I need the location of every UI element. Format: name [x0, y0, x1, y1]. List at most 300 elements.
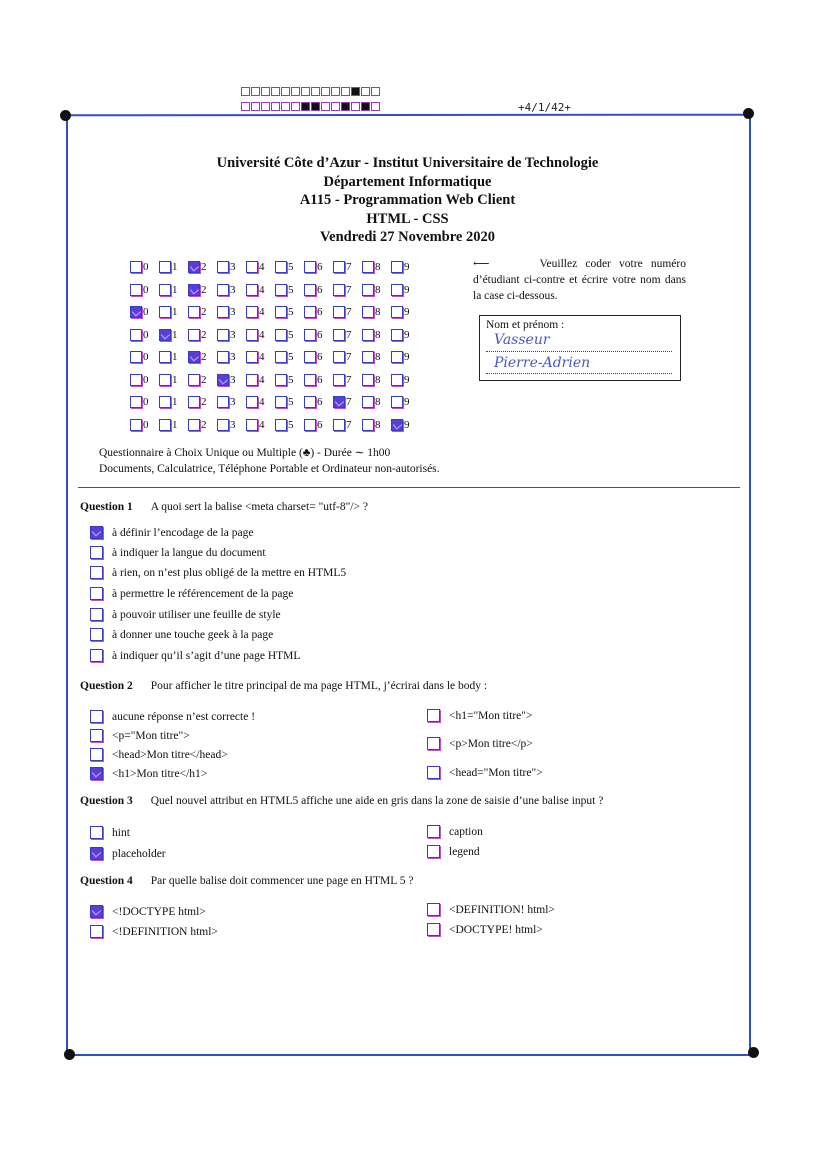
digit-checkbox[interactable]	[362, 329, 374, 341]
digit-label: 3	[230, 261, 236, 274]
digit-checkbox[interactable]	[217, 396, 229, 408]
q4-answer[interactable]	[90, 905, 206, 918]
digit-checkbox[interactable]	[159, 396, 171, 408]
digit-checkbox[interactable]	[130, 374, 142, 386]
university-title: Université Côte d’Azur - Institut Universitaire de Technologie	[216, 155, 599, 171]
checkbox[interactable]	[90, 649, 103, 662]
student-id-digit[interactable]	[130, 329, 159, 341]
checkbox[interactable]	[90, 748, 103, 761]
digit-checkbox[interactable]	[304, 284, 316, 296]
checkbox[interactable]	[90, 526, 103, 539]
digit-label: 1	[172, 418, 178, 431]
student-id-digit[interactable]	[391, 261, 420, 273]
answer-label: à indiquer qu’il s’agit d’une page HTML	[112, 649, 301, 662]
digit-label: 0	[143, 373, 149, 386]
digit-label: 3	[230, 328, 236, 341]
student-id-digit[interactable]	[159, 284, 188, 296]
student-id-digit[interactable]	[362, 284, 391, 296]
student-id-digit[interactable]	[304, 351, 333, 363]
corner-mark-bottom-left	[64, 1049, 75, 1060]
digit-label: 8	[375, 373, 381, 386]
q1-answer[interactable]	[90, 566, 346, 579]
exam-header	[160, 154, 655, 247]
digit-checkbox[interactable]	[217, 306, 229, 318]
digit-checkbox[interactable]	[246, 374, 258, 386]
answer-label: legend	[449, 845, 480, 858]
digit-label: 4	[259, 283, 265, 296]
digit-label: 4	[259, 328, 265, 341]
student-id-digit[interactable]	[391, 284, 420, 296]
digit-label: 0	[143, 283, 149, 296]
digit-checkbox[interactable]	[188, 329, 200, 341]
digit-label: 7	[346, 418, 352, 431]
student-id-digit[interactable]	[333, 351, 362, 363]
digit-checkbox[interactable]	[333, 306, 345, 318]
digit-checkbox[interactable]	[391, 396, 403, 408]
digit-checkbox[interactable]	[333, 329, 345, 341]
digit-checkbox[interactable]	[275, 374, 287, 386]
digit-label: 5	[288, 351, 294, 364]
digit-label: 5	[288, 283, 294, 296]
student-id-digit[interactable]	[362, 329, 391, 341]
digit-checkbox[interactable]	[362, 419, 374, 431]
student-id-digit[interactable]	[362, 261, 391, 273]
student-id-digit[interactable]	[188, 396, 217, 408]
digit-checkbox[interactable]	[304, 329, 316, 341]
digit-checkbox[interactable]	[362, 261, 374, 273]
student-id-digit[interactable]	[391, 419, 420, 431]
digit-checkbox[interactable]	[130, 419, 142, 431]
digit-label: 2	[201, 328, 207, 341]
digit-checkbox[interactable]	[159, 374, 171, 386]
digit-label: 7	[346, 306, 352, 319]
digit-label: 1	[172, 396, 178, 409]
digit-checkbox[interactable]	[362, 306, 374, 318]
student-id-digit[interactable]	[304, 374, 333, 386]
digit-checkbox[interactable]	[188, 419, 200, 431]
digit-checkbox[interactable]	[391, 261, 403, 273]
q4-answer[interactable]	[427, 923, 543, 936]
digit-checkbox[interactable]	[304, 396, 316, 408]
checkbox[interactable]	[90, 826, 103, 839]
digit-checkbox[interactable]	[159, 419, 171, 431]
digit-label: 6	[317, 261, 323, 274]
student-id-digit[interactable]	[246, 396, 275, 408]
separator	[78, 487, 740, 488]
student-id-digit[interactable]	[391, 374, 420, 386]
checkbox[interactable]	[90, 905, 103, 918]
q4-answer[interactable]	[427, 903, 555, 916]
q1-answer[interactable]	[90, 526, 253, 539]
frame-left	[66, 116, 68, 1056]
student-id-row	[130, 279, 420, 302]
student-id-digit[interactable]	[275, 306, 304, 318]
digit-checkbox[interactable]	[217, 374, 229, 386]
checkbox[interactable]	[90, 925, 103, 938]
student-id-digit[interactable]	[275, 284, 304, 296]
question-2-heading	[80, 680, 487, 692]
handwritten-last-name: Vasseur	[494, 332, 550, 348]
digit-label: 6	[317, 418, 323, 431]
digit-label: 4	[259, 261, 265, 274]
digit-checkbox[interactable]	[130, 306, 142, 318]
digit-checkbox[interactable]	[130, 261, 142, 273]
student-id-digit[interactable]	[391, 329, 420, 341]
question-text: A quoi sert la balise <meta charset= "utf-8"/> ?	[150, 501, 368, 513]
digit-label: 3	[230, 351, 236, 364]
student-id-digit[interactable]	[391, 351, 420, 363]
digit-label: 6	[317, 283, 323, 296]
digit-label: 8	[375, 396, 381, 409]
digit-label: 8	[375, 328, 381, 341]
digit-checkbox[interactable]	[246, 329, 258, 341]
digit-label: 5	[288, 306, 294, 319]
student-id-row	[130, 369, 420, 392]
answer-label: à indiquer la langue du document	[112, 546, 266, 559]
q4-answer[interactable]	[90, 925, 218, 938]
answer-label: hint	[112, 826, 130, 839]
student-id-digit[interactable]	[188, 374, 217, 386]
answer-label: à donner une touche geek à la page	[112, 628, 274, 641]
digit-label: 6	[317, 328, 323, 341]
student-id-digit[interactable]	[246, 284, 275, 296]
digit-checkbox[interactable]	[333, 374, 345, 386]
q2-answer[interactable]	[90, 729, 190, 742]
student-id-digit[interactable]	[130, 396, 159, 408]
digit-label: 2	[201, 373, 207, 386]
digit-checkbox[interactable]	[217, 329, 229, 341]
digit-label: 5	[288, 328, 294, 341]
digit-label: 4	[259, 373, 265, 386]
answer-label: à définir l’encodage de la page	[112, 526, 254, 539]
student-id-digit[interactable]	[333, 396, 362, 408]
checkbox[interactable]	[427, 737, 440, 750]
student-id-digit[interactable]	[391, 396, 420, 408]
digit-checkbox[interactable]	[188, 306, 200, 318]
answer-label: <p>Mon titre</p>	[449, 737, 533, 750]
digit-checkbox[interactable]	[304, 374, 316, 386]
digit-checkbox[interactable]	[391, 329, 403, 341]
digit-checkbox[interactable]	[246, 419, 258, 431]
digit-checkbox[interactable]	[188, 374, 200, 386]
student-id-digit[interactable]	[130, 351, 159, 363]
digit-checkbox[interactable]	[333, 419, 345, 431]
digit-checkbox[interactable]	[159, 306, 171, 318]
digit-checkbox[interactable]	[333, 261, 345, 273]
digit-checkbox[interactable]	[275, 284, 287, 296]
answer-label: <h1="Mon titre">	[449, 709, 533, 722]
digit-label: 8	[375, 418, 381, 431]
digit-label: 8	[375, 261, 381, 274]
document-code: +4/1/42+	[518, 101, 571, 114]
q1-answer[interactable]	[90, 649, 300, 662]
student-id-digit[interactable]	[246, 329, 275, 341]
digit-checkbox[interactable]	[217, 351, 229, 363]
q2-answer[interactable]	[427, 766, 543, 779]
rules-line-2: Documents, Calculatrice, Téléphone Portable et Ordinateur non-autorisés.	[99, 463, 440, 475]
student-id-digit[interactable]	[362, 306, 391, 318]
student-id-digit[interactable]	[159, 261, 188, 273]
checkbox[interactable]	[427, 766, 440, 779]
student-id-digit[interactable]	[333, 329, 362, 341]
digit-checkbox[interactable]	[362, 284, 374, 296]
q1-answer[interactable]	[90, 546, 266, 559]
digit-checkbox[interactable]	[391, 374, 403, 386]
digit-checkbox[interactable]	[391, 351, 403, 363]
student-id-digit[interactable]	[188, 351, 217, 363]
student-id-row	[130, 391, 420, 414]
digit-checkbox[interactable]	[188, 261, 200, 273]
digit-checkbox[interactable]	[246, 284, 258, 296]
checkbox[interactable]	[90, 628, 103, 641]
digit-checkbox[interactable]	[275, 329, 287, 341]
q3-answer[interactable]	[90, 847, 166, 860]
rules-line-1: Questionnaire à Choix Unique ou Multiple (♣) - Durée ∼ 1h00	[99, 447, 391, 459]
student-id-digit[interactable]	[333, 261, 362, 273]
digit-label: 9	[404, 306, 410, 319]
digit-checkbox[interactable]	[159, 284, 171, 296]
student-id-digit[interactable]	[362, 351, 391, 363]
digit-checkbox[interactable]	[217, 419, 229, 431]
student-id-digit[interactable]	[304, 306, 333, 318]
question-3-heading	[80, 795, 603, 807]
student-id-digit[interactable]	[275, 351, 304, 363]
digit-checkbox[interactable]	[246, 306, 258, 318]
student-id-digit[interactable]	[304, 261, 333, 273]
answer-label: <!DOCTYPE html>	[112, 905, 206, 918]
student-id-digit[interactable]	[333, 284, 362, 296]
q2-answer[interactable]	[90, 710, 255, 723]
digit-label: 9	[404, 351, 410, 364]
digit-checkbox[interactable]	[188, 284, 200, 296]
question-text: Par quelle balise doit commencer une page en HTML 5 ?	[150, 875, 414, 887]
digit-checkbox[interactable]	[130, 284, 142, 296]
checkbox[interactable]	[90, 546, 103, 559]
handwritten-first-name: Pierre-Adrien	[494, 355, 591, 371]
student-id-digit[interactable]	[246, 374, 275, 386]
digit-checkbox[interactable]	[333, 351, 345, 363]
student-id-digit[interactable]	[246, 261, 275, 273]
checkbox[interactable]	[90, 608, 103, 621]
student-id-grid	[130, 256, 420, 436]
student-id-digit[interactable]	[130, 284, 159, 296]
student-id-digit[interactable]	[217, 396, 246, 408]
student-id-digit[interactable]	[217, 329, 246, 341]
digit-checkbox[interactable]	[159, 261, 171, 273]
digit-label: 1	[172, 351, 178, 364]
digit-checkbox[interactable]	[391, 419, 403, 431]
student-id-digit[interactable]	[188, 306, 217, 318]
checkbox[interactable]	[90, 847, 103, 860]
student-id-digit[interactable]	[159, 351, 188, 363]
digit-checkbox[interactable]	[217, 284, 229, 296]
student-id-digit[interactable]	[217, 261, 246, 273]
digit-checkbox[interactable]	[304, 306, 316, 318]
name-box-label: Nom et prénom :	[486, 319, 565, 331]
digit-checkbox[interactable]	[159, 351, 171, 363]
digit-checkbox[interactable]	[304, 419, 316, 431]
student-id-digit[interactable]	[275, 396, 304, 408]
digit-label: 9	[404, 396, 410, 409]
student-id-digit[interactable]	[333, 306, 362, 318]
student-id-digit[interactable]	[188, 261, 217, 273]
student-id-digit[interactable]	[275, 261, 304, 273]
checkbox[interactable]	[427, 903, 440, 916]
digit-label: 1	[172, 306, 178, 319]
student-id-digit[interactable]	[333, 419, 362, 431]
question-number: Question 2	[80, 680, 133, 692]
digit-checkbox[interactable]	[130, 329, 142, 341]
digit-label: 8	[375, 351, 381, 364]
answer-label: <head>Mon titre</head>	[112, 748, 228, 761]
digit-checkbox[interactable]	[362, 351, 374, 363]
checkbox[interactable]	[90, 566, 103, 579]
digit-checkbox[interactable]	[159, 329, 171, 341]
student-id-digit[interactable]	[304, 419, 333, 431]
corner-mark-bottom-right	[748, 1047, 759, 1058]
question-number: Question 1	[80, 501, 133, 513]
student-id-digit[interactable]	[362, 396, 391, 408]
digit-label: 4	[259, 418, 265, 431]
digit-checkbox[interactable]	[333, 284, 345, 296]
name-box[interactable]	[479, 315, 681, 381]
student-id-digit[interactable]	[217, 419, 246, 431]
q1-answer[interactable]	[90, 608, 281, 621]
question-text: Pour afficher le titre principal de ma page HTML, j’écrirai dans le body :	[150, 680, 488, 692]
digit-checkbox[interactable]	[333, 396, 345, 408]
digit-label: 0	[143, 396, 149, 409]
student-id-digit[interactable]	[188, 329, 217, 341]
student-id-digit[interactable]	[275, 329, 304, 341]
digit-label: 2	[201, 306, 207, 319]
student-id-digit[interactable]	[159, 329, 188, 341]
student-id-row	[130, 324, 420, 347]
student-id-digit[interactable]	[217, 306, 246, 318]
student-id-row	[130, 256, 420, 279]
question-number: Question 3	[80, 795, 133, 807]
student-id-digit[interactable]	[217, 284, 246, 296]
student-id-digit[interactable]	[159, 419, 188, 431]
digit-checkbox[interactable]	[275, 306, 287, 318]
q3-answer[interactable]	[427, 825, 483, 838]
student-id-digit[interactable]	[362, 374, 391, 386]
q3-answer[interactable]	[90, 826, 130, 839]
student-id-row	[130, 346, 420, 369]
student-id-digit[interactable]	[217, 374, 246, 386]
answer-label: <p="Mon titre">	[112, 729, 190, 742]
q2-answer[interactable]	[90, 748, 228, 761]
checkbox[interactable]	[427, 923, 440, 936]
frame-bottom	[70, 1054, 753, 1056]
student-id-digit[interactable]	[246, 419, 275, 431]
digit-label: 2	[201, 396, 207, 409]
digit-checkbox[interactable]	[275, 261, 287, 273]
student-id-digit[interactable]	[130, 306, 159, 318]
q2-answer[interactable]	[90, 767, 207, 780]
corner-mark-top-right	[743, 108, 754, 119]
corner-mark-top-left	[60, 110, 71, 121]
digit-checkbox[interactable]	[275, 419, 287, 431]
student-id-digit[interactable]	[188, 284, 217, 296]
digit-checkbox[interactable]	[391, 306, 403, 318]
student-id-digit[interactable]	[130, 261, 159, 273]
digit-label: 1	[172, 373, 178, 386]
digit-checkbox[interactable]	[304, 351, 316, 363]
digit-checkbox[interactable]	[130, 396, 142, 408]
checkbox[interactable]	[90, 587, 103, 600]
frame-top	[66, 114, 749, 116]
student-id-digit[interactable]	[246, 306, 275, 318]
department-title: Département Informatique	[323, 173, 492, 190]
digit-checkbox[interactable]	[246, 261, 258, 273]
digit-checkbox[interactable]	[130, 351, 142, 363]
digit-label: 9	[404, 328, 410, 341]
checkbox[interactable]	[90, 729, 103, 742]
frame-right	[749, 114, 751, 1054]
student-id-digit[interactable]	[304, 329, 333, 341]
answer-label: à rien, on n’est plus obligé de la mettre en HTML5	[112, 566, 347, 579]
digit-label: 4	[259, 396, 265, 409]
digit-checkbox[interactable]	[362, 396, 374, 408]
digit-checkbox[interactable]	[362, 374, 374, 386]
digit-checkbox[interactable]	[275, 396, 287, 408]
digit-checkbox[interactable]	[391, 284, 403, 296]
digit-label: 3	[230, 283, 236, 296]
student-id-digit[interactable]	[159, 374, 188, 386]
student-id-digit[interactable]	[159, 396, 188, 408]
digit-label: 0	[143, 306, 149, 319]
q1-answer[interactable]	[90, 628, 273, 641]
checkbox[interactable]	[90, 710, 103, 723]
student-id-digit[interactable]	[275, 374, 304, 386]
q1-answer[interactable]	[90, 587, 293, 600]
digit-checkbox[interactable]	[246, 396, 258, 408]
checkbox[interactable]	[427, 825, 440, 838]
student-id-digit[interactable]	[159, 306, 188, 318]
digit-checkbox[interactable]	[188, 351, 200, 363]
student-id-digit[interactable]	[188, 419, 217, 431]
student-id-row	[130, 414, 420, 437]
student-id-digit[interactable]	[304, 284, 333, 296]
q3-answer[interactable]	[427, 845, 480, 858]
digit-checkbox[interactable]	[246, 351, 258, 363]
digit-checkbox[interactable]	[188, 396, 200, 408]
answer-label: <DEFINITION! html>	[449, 903, 555, 916]
digit-label: 7	[346, 283, 352, 296]
student-id-digit[interactable]	[362, 419, 391, 431]
digit-checkbox[interactable]	[217, 261, 229, 273]
question-number: Question 4	[80, 875, 133, 887]
digit-checkbox[interactable]	[304, 261, 316, 273]
checkbox[interactable]	[90, 767, 103, 780]
student-id-digit[interactable]	[304, 396, 333, 408]
student-id-digit[interactable]	[333, 374, 362, 386]
checkbox[interactable]	[427, 845, 440, 858]
digit-label: 2	[201, 418, 207, 431]
student-id-digit[interactable]	[275, 419, 304, 431]
checkbox[interactable]	[427, 709, 440, 722]
q2-answer[interactable]	[427, 709, 532, 722]
student-id-digit[interactable]	[246, 351, 275, 363]
student-id-digit[interactable]	[217, 351, 246, 363]
digit-label: 4	[259, 306, 265, 319]
q2-answer[interactable]	[427, 737, 533, 750]
student-id-digit[interactable]	[130, 374, 159, 386]
student-id-digit[interactable]	[130, 419, 159, 431]
question-1-heading	[80, 501, 368, 513]
digit-checkbox[interactable]	[275, 351, 287, 363]
student-id-digit[interactable]	[391, 306, 420, 318]
